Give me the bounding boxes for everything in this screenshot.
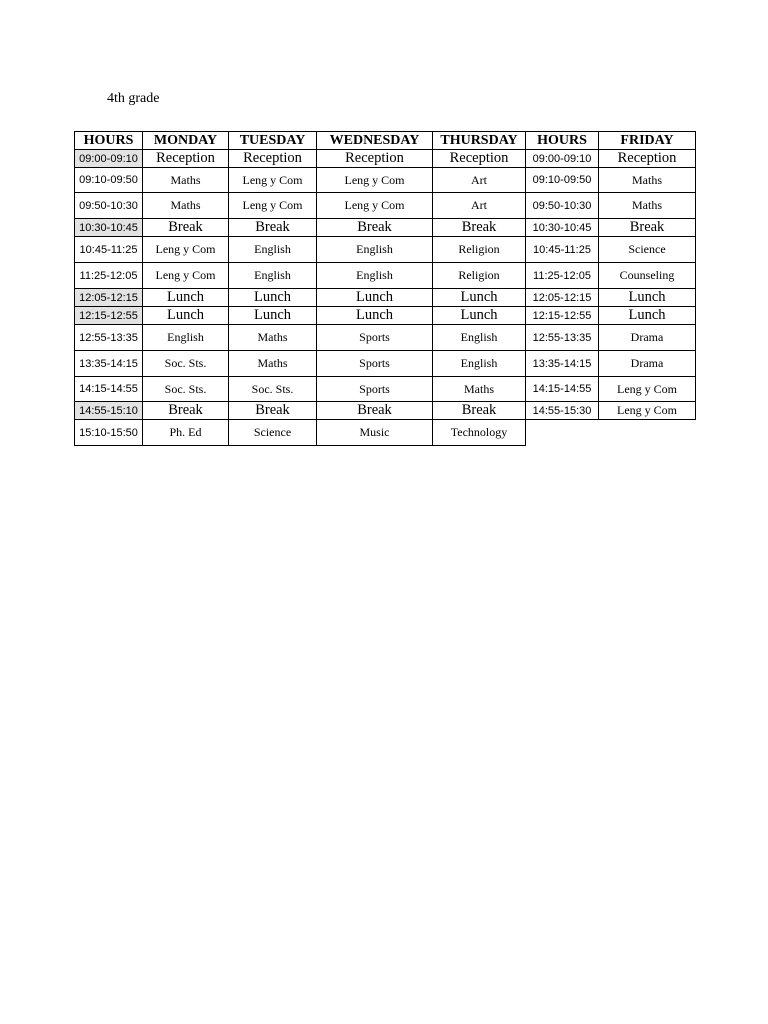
thursday-cell: Technology [433,420,526,446]
friday-cell: Lunch [599,289,696,307]
tuesday-cell: Reception [229,150,317,168]
hours-cell: 09:10-09:50 [75,168,143,193]
friday-cell: Drama [599,351,696,377]
wednesday-cell: English [317,263,433,289]
wednesday-cell: English [317,237,433,263]
monday-cell: Maths [143,193,229,219]
table-row [75,237,696,263]
hours-cell: 10:30-10:45 [75,219,143,237]
thursday-cell: English [433,325,526,351]
header-hours-friday: HOURS [526,132,599,150]
header-row [75,132,696,150]
thursday-cell: Religion [433,263,526,289]
tuesday-cell: Soc. Sts. [229,377,317,402]
friday-hours-cell: 12:05-12:15 [526,289,599,307]
table-row [75,377,696,402]
table-row [75,420,696,446]
tuesday-cell: Leng y Com [229,168,317,193]
thursday-cell: Religion [433,237,526,263]
header-wednesday: WEDNESDAY [317,132,433,150]
tuesday-cell: Break [229,219,317,237]
monday-cell: Leng y Com [143,263,229,289]
hours-cell: 09:50-10:30 [75,193,143,219]
friday-hours-cell: 12:15-12:55 [526,307,599,325]
hours-cell: 14:15-14:55 [75,377,143,402]
monday-cell: Maths [143,168,229,193]
wednesday-cell: Lunch [317,307,433,325]
wednesday-cell: Lunch [317,289,433,307]
friday-cell: Lunch [599,307,696,325]
thursday-cell: Lunch [433,289,526,307]
monday-cell: Reception [143,150,229,168]
friday-cell: Break [599,219,696,237]
monday-cell: Break [143,402,229,420]
friday-cell: Science [599,237,696,263]
monday-cell: English [143,325,229,351]
friday-hours-cell: 11:25-12:05 [526,263,599,289]
tuesday-cell: Maths [229,351,317,377]
header-hours: HOURS [75,132,143,150]
friday-cell: Counseling [599,263,696,289]
thursday-cell: English [433,351,526,377]
thursday-cell: Art [433,168,526,193]
empty-cell [526,420,599,446]
schedule-table [74,131,696,446]
hours-cell: 15:10-15:50 [75,420,143,446]
header-friday: FRIDAY [599,132,696,150]
friday-cell: Maths [599,193,696,219]
monday-cell: Ph. Ed [143,420,229,446]
page-title: 4th grade [107,91,160,106]
friday-hours-cell: 10:45-11:25 [526,237,599,263]
tuesday-cell: Maths [229,325,317,351]
thursday-cell: Art [433,193,526,219]
hours-cell: 11:25-12:05 [75,263,143,289]
friday-cell: Drama [599,325,696,351]
thursday-cell: Maths [433,377,526,402]
empty-cell [599,420,696,446]
hours-cell: 12:15-12:55 [75,307,143,325]
monday-cell: Leng y Com [143,237,229,263]
friday-hours-cell: 14:15-14:55 [526,377,599,402]
monday-cell: Soc. Sts. [143,377,229,402]
friday-hours-cell: 12:55-13:35 [526,325,599,351]
friday-cell: Maths [599,168,696,193]
wednesday-cell: Sports [317,325,433,351]
thursday-cell: Break [433,402,526,420]
table-row [75,402,696,420]
table-row [75,168,696,193]
friday-hours-cell: 14:55-15:30 [526,402,599,420]
monday-cell: Break [143,219,229,237]
hours-cell: 09:00-09:10 [75,150,143,168]
wednesday-cell: Sports [317,351,433,377]
friday-hours-cell: 10:30-10:45 [526,219,599,237]
header-thursday: THURSDAY [433,132,526,150]
wednesday-cell: Leng y Com [317,168,433,193]
tuesday-cell: Break [229,402,317,420]
monday-cell: Lunch [143,289,229,307]
table-row [75,351,696,377]
tuesday-cell: English [229,263,317,289]
table-row [75,219,696,237]
table-row [75,193,696,219]
header-monday: MONDAY [143,132,229,150]
friday-hours-cell: 09:50-10:30 [526,193,599,219]
hours-cell: 10:45-11:25 [75,237,143,263]
wednesday-cell: Music [317,420,433,446]
thursday-cell: Break [433,219,526,237]
tuesday-cell: English [229,237,317,263]
thursday-cell: Reception [433,150,526,168]
tuesday-cell: Lunch [229,289,317,307]
hours-cell: 12:55-13:35 [75,325,143,351]
wednesday-cell: Break [317,219,433,237]
wednesday-cell: Leng y Com [317,193,433,219]
friday-cell: Leng y Com [599,402,696,420]
table-row [75,150,696,168]
table-row [75,289,696,307]
friday-hours-cell: 13:35-14:15 [526,351,599,377]
wednesday-cell: Reception [317,150,433,168]
thursday-cell: Lunch [433,307,526,325]
header-tuesday: TUESDAY [229,132,317,150]
tuesday-cell: Science [229,420,317,446]
friday-cell: Leng y Com [599,377,696,402]
wednesday-cell: Sports [317,377,433,402]
table-row [75,263,696,289]
hours-cell: 14:55-15:10 [75,402,143,420]
wednesday-cell: Break [317,402,433,420]
table-row [75,307,696,325]
monday-cell: Lunch [143,307,229,325]
table-row [75,325,696,351]
tuesday-cell: Lunch [229,307,317,325]
friday-cell: Reception [599,150,696,168]
monday-cell: Soc. Sts. [143,351,229,377]
hours-cell: 12:05-12:15 [75,289,143,307]
hours-cell: 13:35-14:15 [75,351,143,377]
friday-hours-cell: 09:10-09:50 [526,168,599,193]
friday-hours-cell: 09:00-09:10 [526,150,599,168]
tuesday-cell: Leng y Com [229,193,317,219]
